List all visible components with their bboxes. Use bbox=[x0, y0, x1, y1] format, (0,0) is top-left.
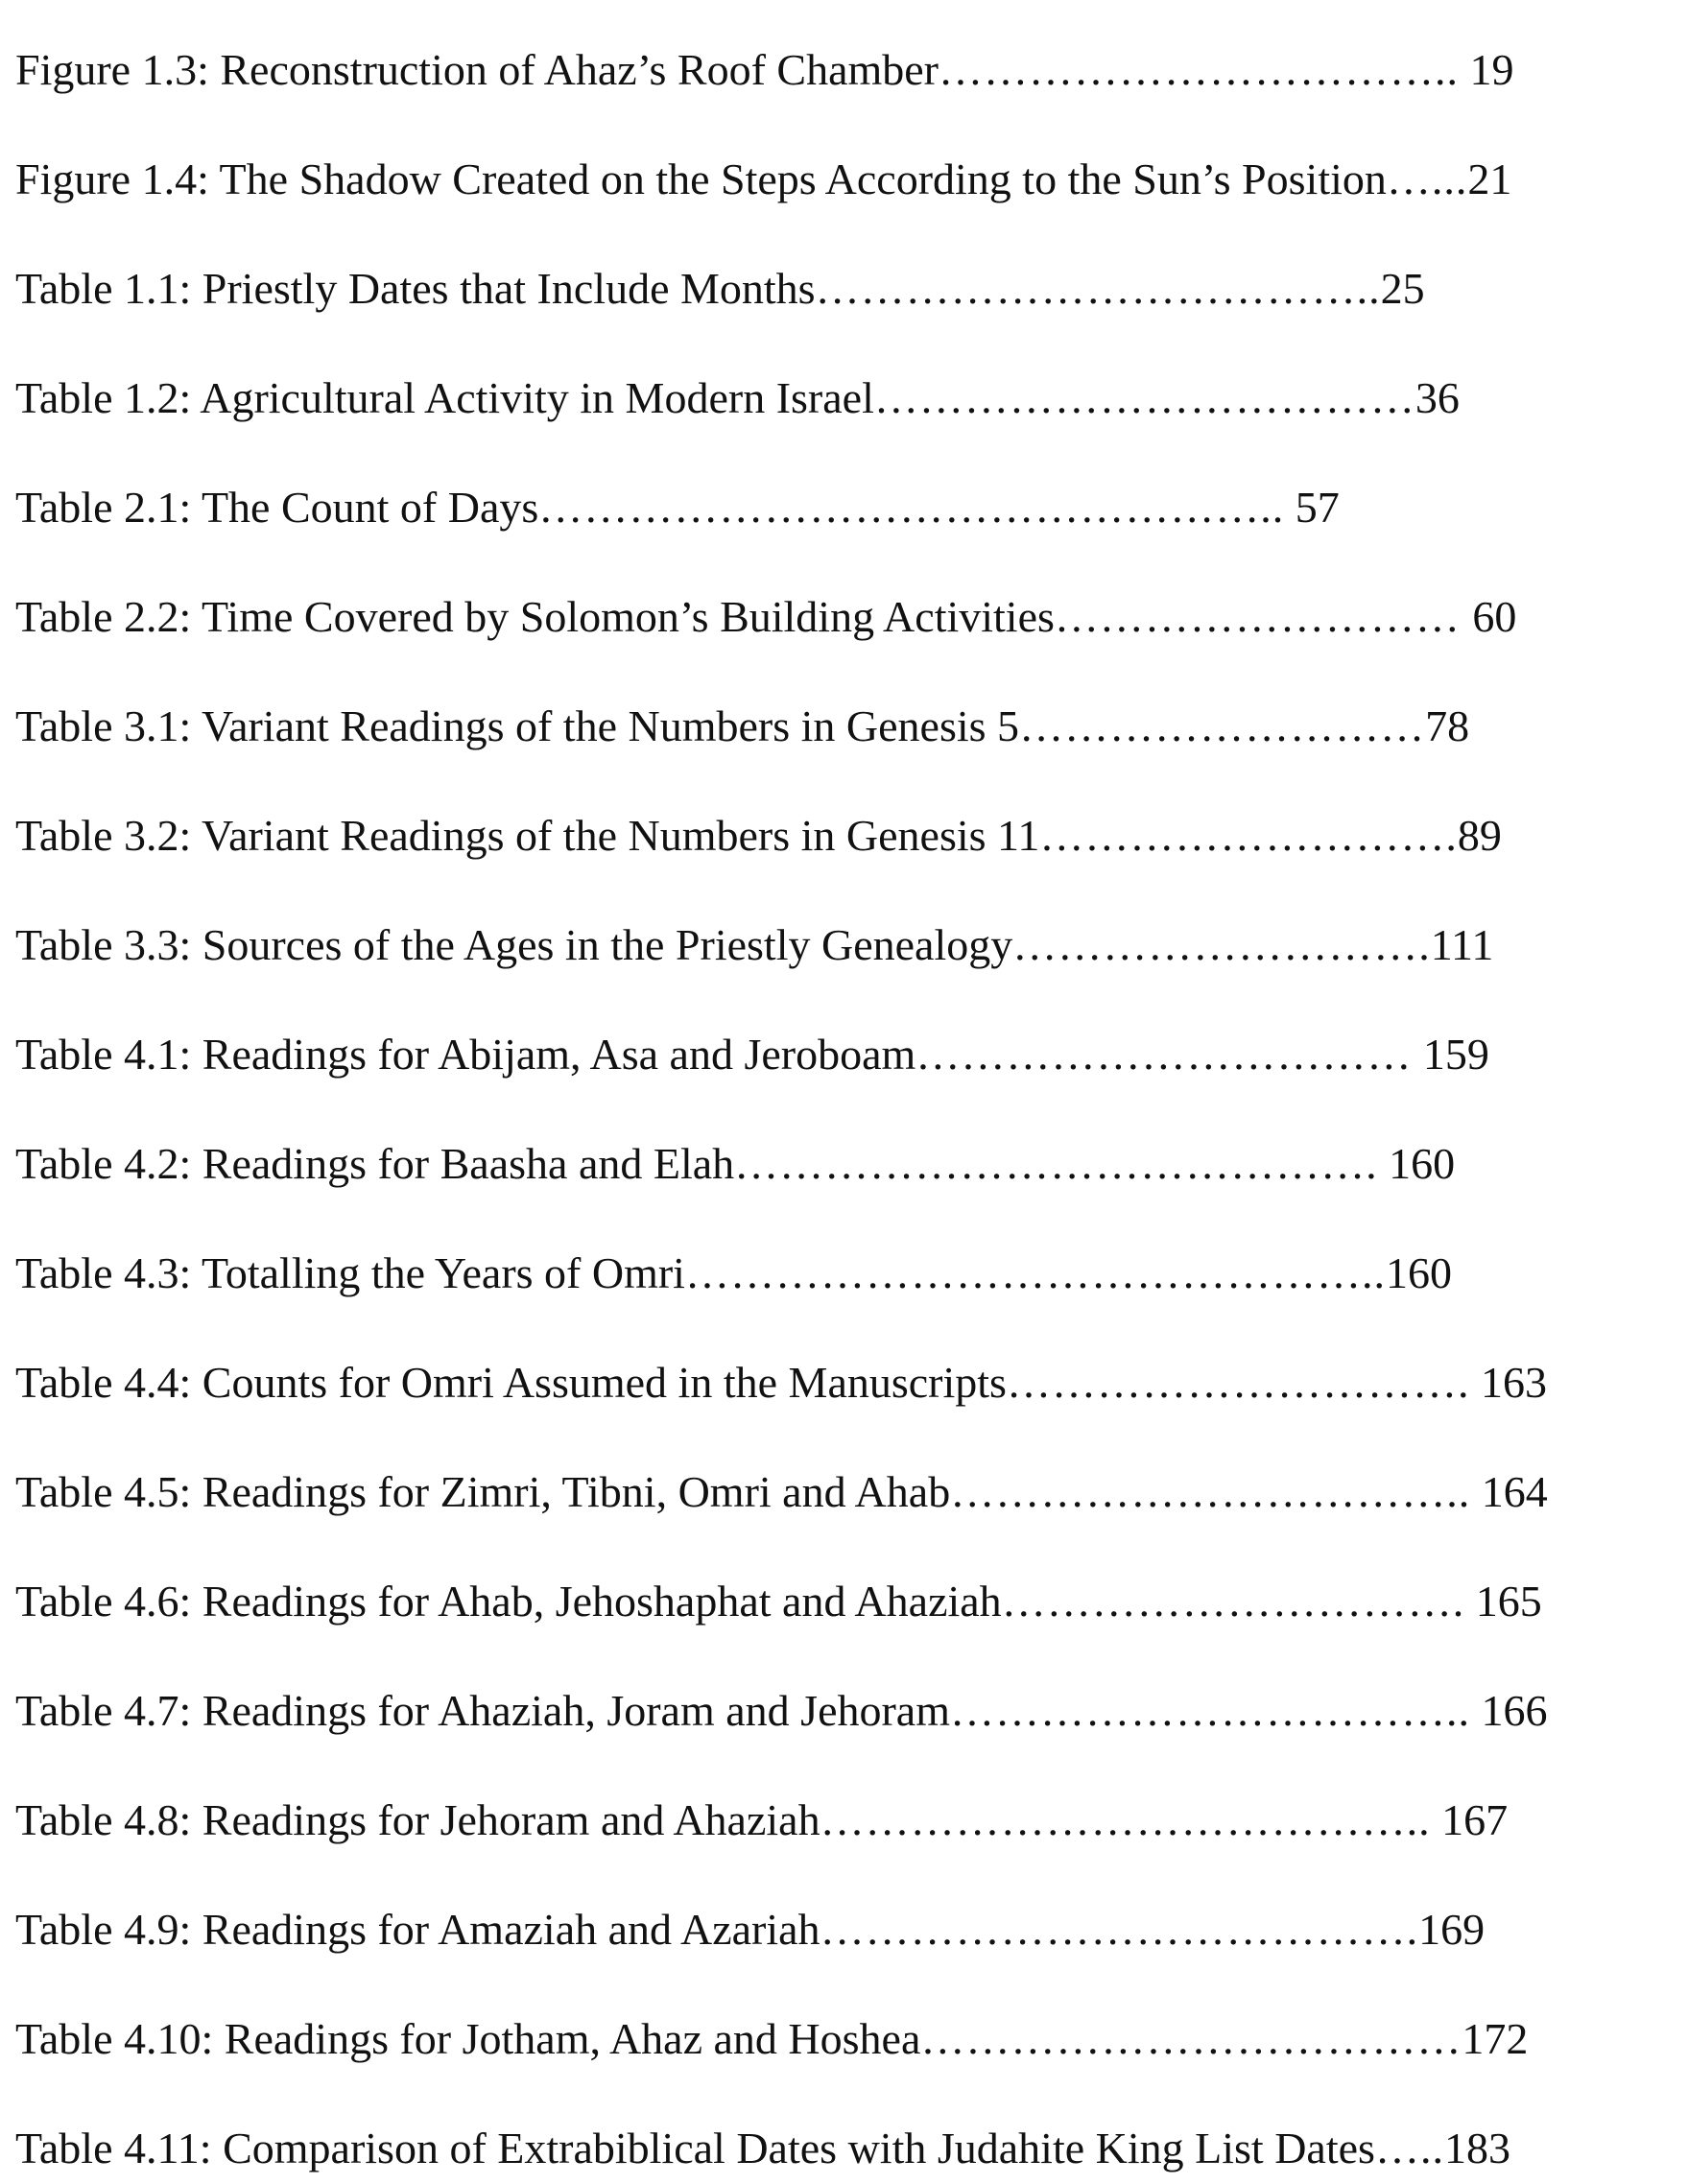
toc-entry-label: Table 4.7: Readings for Ahaziah, Joram and Jehoram bbox=[15, 1686, 950, 1735]
toc-entry-page: 166 bbox=[1470, 1686, 1548, 1735]
toc-entry-leader: ………………………………………….. bbox=[538, 483, 1285, 532]
toc-entry-page: 78 bbox=[1425, 701, 1470, 750]
toc-entry bbox=[15, 1896, 1485, 1963]
toc-entry bbox=[15, 1021, 1489, 1088]
toc-entry-leader: ……………………………… bbox=[920, 2014, 1462, 2063]
toc-entry-label: Figure 1.4: The Shadow Created on the Steps According to the Sun’s Position bbox=[15, 154, 1387, 203]
toc-entry-page: 57 bbox=[1284, 483, 1340, 532]
toc-entry-label: Table 4.6: Readings for Ahab, Jehoshaphat and Ahaziah bbox=[15, 1577, 1002, 1626]
toc-entry-leader: …... bbox=[1386, 154, 1468, 203]
toc-entry-label: Table 3.3: Sources of the Ages in the Priestly Genealogy bbox=[15, 920, 1013, 969]
toc-entry bbox=[15, 2006, 1528, 2073]
toc-entry-leader: ……………………………… bbox=[873, 373, 1415, 422]
toc-entry bbox=[15, 1240, 1452, 1307]
toc-entry-leader: ………………………………….. bbox=[820, 1795, 1431, 1844]
toc-entry-page: 167 bbox=[1430, 1795, 1509, 1844]
toc-entry-leader: ……………………… bbox=[1019, 701, 1426, 750]
toc-entry-leader: ………………………. bbox=[1039, 811, 1458, 860]
toc-entry bbox=[15, 693, 1469, 760]
toc-entry bbox=[15, 1568, 1542, 1635]
toc-entry-label: Table 2.2: Time Covered by Solomon’s Building Activities bbox=[15, 592, 1055, 641]
toc-entry-leader: ………………………. bbox=[1012, 920, 1431, 969]
toc-entry-leader: ……………………… bbox=[1054, 592, 1473, 641]
toc-entry-leader: ….. bbox=[1374, 2124, 1444, 2172]
toc-entry-leader: …………………………………. bbox=[820, 1905, 1419, 1954]
toc-entry-page: 25 bbox=[1380, 264, 1425, 313]
toc-entry-label: Table 1.1: Priestly Dates that Include Months bbox=[15, 264, 816, 313]
toc-entry bbox=[15, 1130, 1455, 1198]
toc-entry-label: Table 4.4: Counts for Omri Assumed in the Manuscripts bbox=[15, 1358, 1007, 1407]
toc-entry bbox=[15, 36, 1514, 104]
toc-entry bbox=[15, 2115, 1510, 2182]
toc-entry-label: Table 3.1: Variant Readings of the Numbers in Genesis 5 bbox=[15, 701, 1020, 750]
toc-entry-label: Table 4.8: Readings for Jehoram and Ahaziah bbox=[15, 1795, 820, 1844]
toc-entry bbox=[15, 1349, 1547, 1416]
toc-entry-label: Table 4.10: Readings for Jotham, Ahaz and Hoshea bbox=[15, 2014, 921, 2063]
toc-entry bbox=[15, 474, 1340, 541]
toc-entry-page: 111 bbox=[1430, 920, 1494, 969]
toc-entry-leader: …………………………….. bbox=[950, 1686, 1470, 1735]
toc-entry-page: 160 bbox=[1377, 1139, 1456, 1188]
toc-entry-label: Table 4.2: Readings for Baasha and Elah bbox=[15, 1139, 735, 1188]
toc-entry-label: Figure 1.3: Reconstruction of Ahaz’s Roof Chamber bbox=[15, 45, 939, 94]
toc-entry-leader: …………………………. bbox=[1006, 1358, 1470, 1407]
toc-entry-label: Table 2.1: The Count of Days bbox=[15, 483, 539, 532]
toc-entry-label: Table 4.9: Readings for Amaziah and Azariah bbox=[15, 1905, 820, 1954]
toc-entry-leader: ……………………………………….. bbox=[684, 1248, 1386, 1297]
toc-entry-page: 163 bbox=[1469, 1358, 1547, 1407]
toc-entry-label: Table 4.11: Comparison of Extrabiblical Dates with Judahite King List Dates bbox=[15, 2124, 1375, 2172]
toc-entry-page: 183 bbox=[1443, 2124, 1510, 2172]
toc-entry-label: Table 4.3: Totalling the Years of Omri bbox=[15, 1248, 685, 1297]
toc-entry-page: 60 bbox=[1472, 592, 1517, 641]
toc-entry bbox=[15, 802, 1502, 869]
toc-entry-leader: …………………………….. bbox=[950, 1467, 1471, 1516]
toc-entry-page: 36 bbox=[1415, 373, 1460, 422]
toc-entry-leader: …………………………….. bbox=[939, 45, 1460, 94]
toc-entry-label: Table 1.2: Agricultural Activity in Modern Israel bbox=[15, 373, 874, 422]
toc-entry-page: 160 bbox=[1385, 1248, 1452, 1297]
toc-entry bbox=[15, 365, 1460, 432]
toc-entry-label: Table 3.2: Variant Readings of the Numbers in Genesis 11 bbox=[15, 811, 1040, 860]
toc-entry-page: 89 bbox=[1457, 811, 1502, 860]
toc-entry bbox=[15, 583, 1516, 651]
toc-entry-leader: ……………………………………. bbox=[734, 1139, 1378, 1188]
toc-entry-label: Table 4.5: Readings for Zimri, Tibni, Omri and Ahab bbox=[15, 1467, 951, 1516]
toc-entry bbox=[15, 1677, 1548, 1745]
toc-entry-page: 159 bbox=[1412, 1030, 1489, 1079]
toc-entry bbox=[15, 146, 1511, 213]
toc-entry-label: Table 4.1: Readings for Abijam, Asa and Jeroboam bbox=[15, 1030, 916, 1079]
toc-entry-leader: …………………………… bbox=[915, 1030, 1413, 1079]
toc-entry-page: 164 bbox=[1470, 1467, 1548, 1516]
toc-entry-page: 165 bbox=[1464, 1577, 1542, 1626]
toc-entry-page: 19 bbox=[1459, 45, 1514, 94]
toc-entry-page: 172 bbox=[1462, 2014, 1529, 2063]
toc-entry-page: 169 bbox=[1418, 1905, 1486, 1954]
toc-entry bbox=[15, 912, 1493, 979]
toc-entry-leader: …………………………. bbox=[1001, 1577, 1465, 1626]
toc-entry bbox=[15, 1787, 1508, 1854]
toc-entry-page: 21 bbox=[1467, 154, 1512, 203]
toc-entry bbox=[15, 255, 1425, 322]
toc-entry bbox=[15, 1459, 1548, 1526]
toc-entry-leader: ……………………………….. bbox=[815, 264, 1381, 313]
